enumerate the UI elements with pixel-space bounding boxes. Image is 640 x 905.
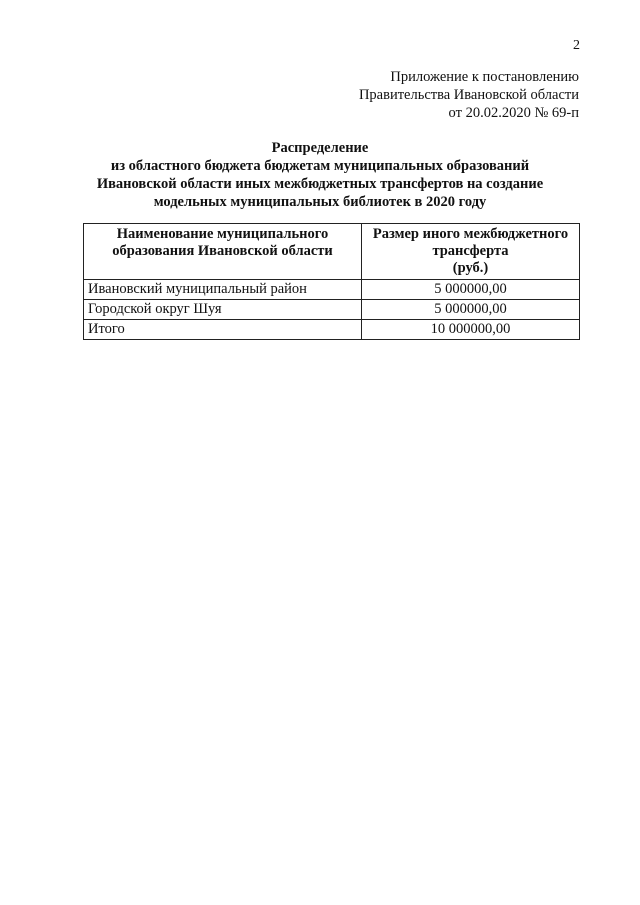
title-line: из областного бюджета бюджетам муниципальных образований <box>110 158 530 174</box>
column-header-text: Наименование муниципального <box>116 226 329 242</box>
title-line: модельных муниципальных библиотек в 2020 году <box>153 194 487 210</box>
column-header-text: (руб.) <box>452 260 489 276</box>
column-header-text: образования Ивановской области <box>112 243 333 259</box>
column-header-text: Размер иного межбюджетного <box>372 226 569 242</box>
municipality-name-cell: Городской округ Шуя <box>84 300 362 320</box>
total-label-cell: Итого <box>84 320 362 340</box>
table-row <box>84 280 580 300</box>
column-header-name <box>84 224 362 280</box>
page-number: 2 <box>573 38 580 53</box>
column-header-text: трансферта <box>432 243 509 259</box>
transfers-table <box>83 223 580 340</box>
transfer-amount-cell: 5 000000,00 <box>362 280 580 300</box>
document-title <box>60 139 580 211</box>
title-line: Распределение <box>271 140 369 156</box>
appendix-line: от 20.02.2020 № 69-п <box>448 105 579 121</box>
total-row <box>84 320 580 340</box>
appendix-line: Правительства Ивановской области <box>358 87 579 103</box>
appendix-reference <box>359 68 579 122</box>
appendix-line: Приложение к постановлению <box>390 69 579 85</box>
total-amount-cell: 10 000000,00 <box>362 320 580 340</box>
column-header-amount <box>362 224 580 280</box>
table-row <box>84 300 580 320</box>
title-line: Ивановской области иных межбюджетных трансфертов на создание <box>96 176 544 192</box>
municipality-name-cell: Ивановский муниципальный район <box>84 280 362 300</box>
transfer-amount-cell: 5 000000,00 <box>362 300 580 320</box>
table-header-row <box>84 224 580 280</box>
